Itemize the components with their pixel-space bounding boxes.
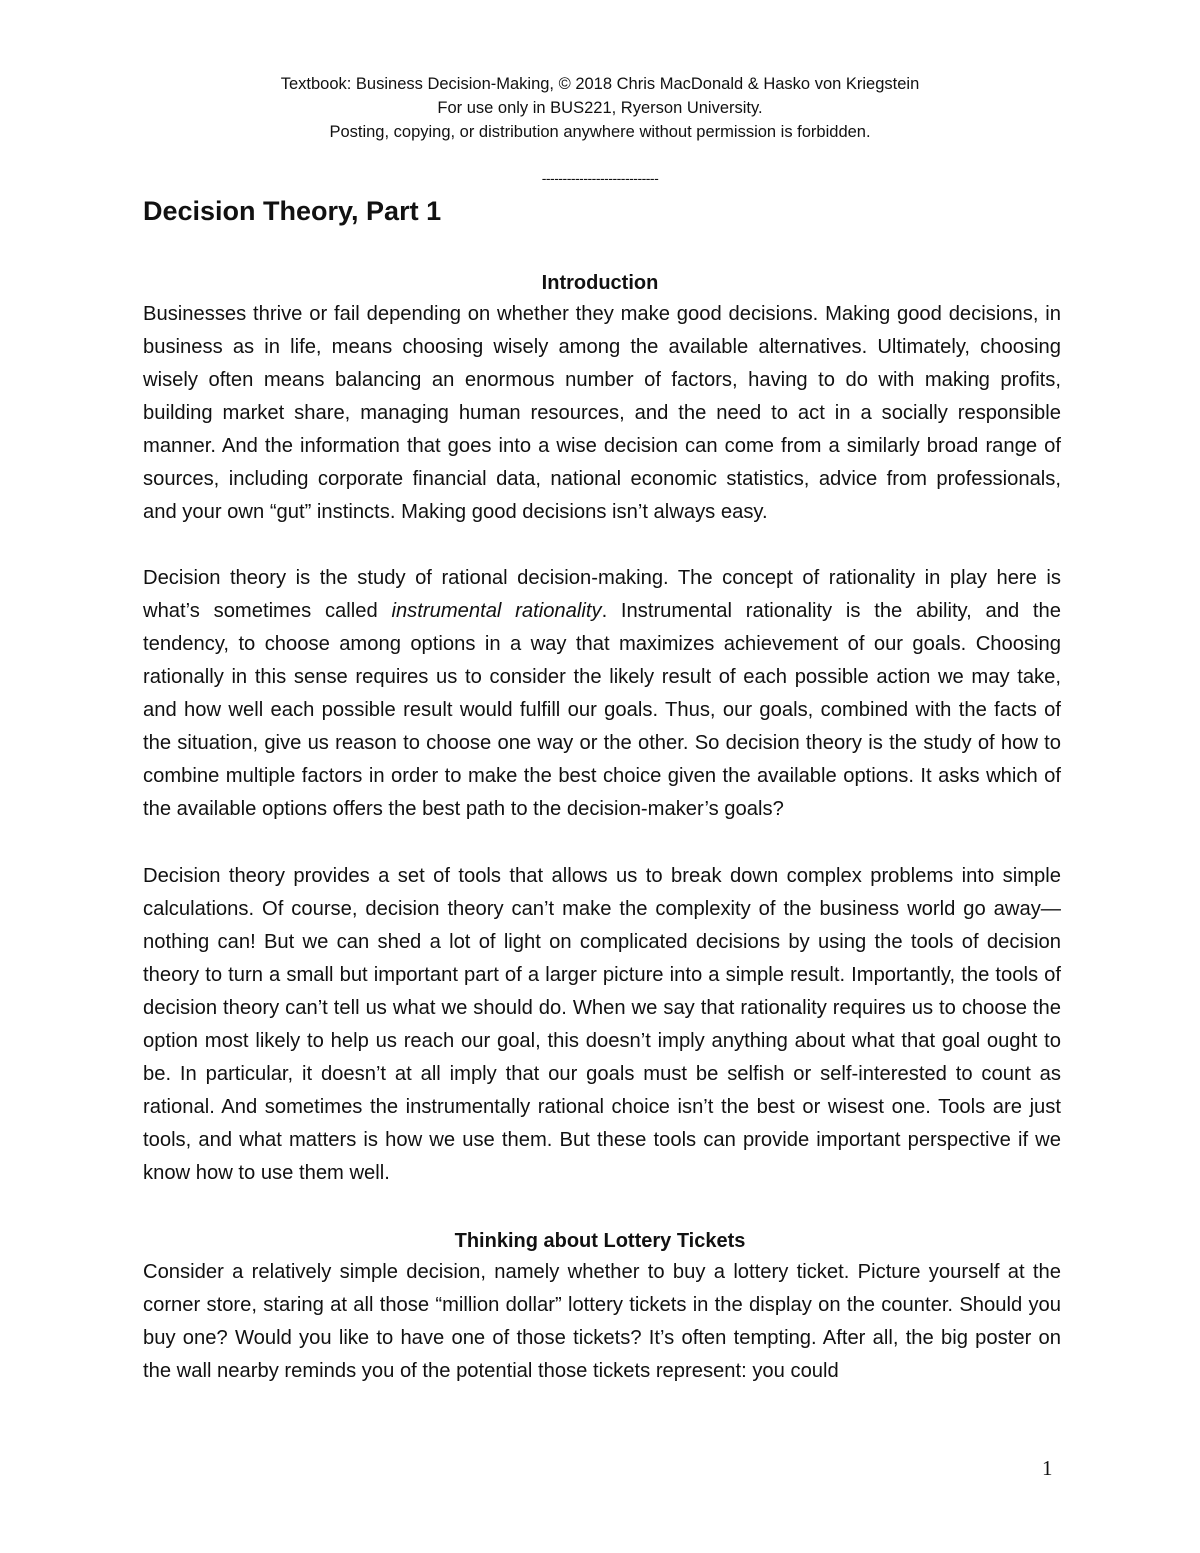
- section-heading-introduction: Introduction: [541, 272, 659, 294]
- paragraph-intro-2-part-2: . Instrumental rationality is the ability, and the tendency, to choose among options in a way that maximizes achievement of our goals. Choosing rationally in this sense requires us to consider the likely result of each possible action we may take, and how well each possible result would fulfill our goals. Thus, our goals, combined with the facts of the situation, give us reason to choose one way or the other. So decision theory is the study of how to combine multiple factors in order to make the best choice given the available options. It asks which of the available options offers the best path to the decision-maker’s goals?: [143, 600, 1061, 820]
- paragraph-lottery-1: Consider a relatively simple decision, namely whether to buy a lottery ticket. Picture yourself at the corner store, staring at all those “million dollar” lottery tickets in the display on the counter. Should you buy one? Would you like to have one of those tickets? It’s often tempting. After all, the big poster on the wall nearby reminds you of the potential those tickets represent: you could: [143, 1261, 1061, 1382]
- paragraph-intro-2-part-1: Decision theory is the study of rational decision-making. The concept of rationality in play here is what’s sometimes called: [143, 567, 1061, 622]
- header-line-1: Textbook: Business Decision-Making, © 2018 Chris MacDonald & Hasko von Kriegstein: [280, 75, 920, 93]
- header-line-3: Posting, copying, or distribution anywhere without permission is forbidden.: [329, 123, 871, 141]
- paragraph-intro-3: Decision theory provides a set of tools that allows us to break down complex problems into simple calculations. Of course, decision theory can’t make the complexity of the business world go away—nothing can! But we can shed a lot of light on complicated decisions by using the tools of decision theory to turn a small but important part of a larger picture into a simple result. Importantly, the tools of decision theory can’t tell us what we should do. When we say that rationality requires us to choose the option most likely to help us reach our goal, this doesn’t imply anything about what that goal ought to be. In particular, it doesn’t at all imply that our goals must be selfish or self-interested to count as rational. And sometimes the instrumentally rational choice isn’t the best or wisest one. Tools are just tools, and what matters is how we use them. But these tools can provide important perspective if we know how to use them well.: [143, 865, 1061, 1184]
- paragraph-intro-2: [143, 562, 1061, 826]
- section-heading-lottery: Thinking about Lottery Tickets: [454, 1230, 746, 1252]
- header-line-2: For use only in BUS221, Ryerson University.: [437, 99, 763, 117]
- divider-line: ----------------------------: [541, 170, 659, 186]
- instrumental-rationality-term: instrumental rationality: [391, 600, 602, 622]
- page-number: 1: [1042, 1456, 1053, 1480]
- paragraph-intro-1: Businesses thrive or fail depending on whether they make good decisions. Making good decisions, in business as in life, means choosing wisely among the available alternatives. Ultimately, choosing wisely often means balancing an enormous number of factors, having to do with making profits, building market share, managing human resources, and the need to act in a socially responsible manner. And the information that goes into a wise decision can come from a similarly broad range of sources, including corporate financial data, national economic statistics, advice from professionals, and your own “gut” instincts. Making good decisions isn’t always easy.: [143, 303, 1061, 523]
- page-title: Decision Theory, Part 1: [143, 196, 442, 226]
- copyright-header: [0, 72, 1200, 144]
